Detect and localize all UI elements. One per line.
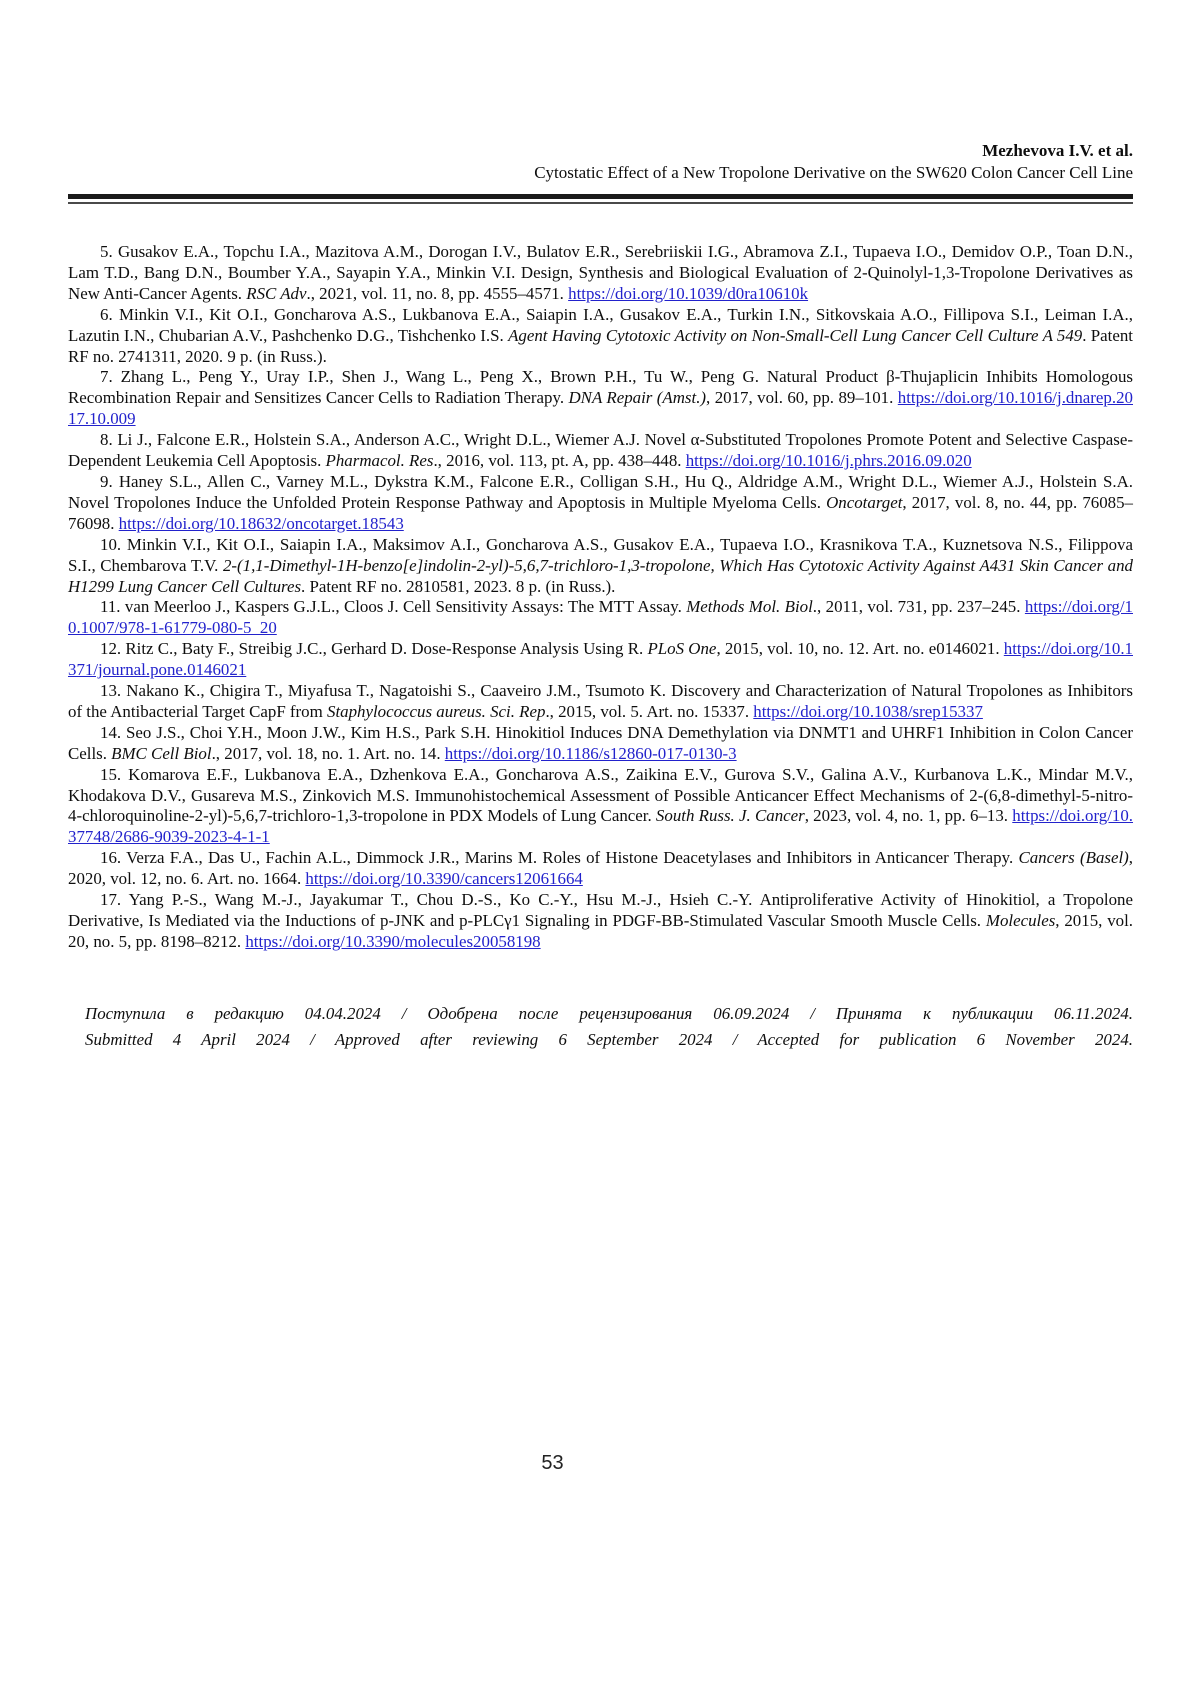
reference-item (68, 305, 1133, 368)
page-number: 53 (541, 1452, 564, 1474)
running-head (68, 140, 1133, 184)
text-run: ., 2016, vol. 113, pt. A, pp. 438–448. (433, 451, 686, 471)
text-run: , 2020, vol. 12, no. 6. Art. no. 1664. (68, 848, 1134, 889)
italic-text-run: PLoS One (647, 639, 717, 659)
italic-text-run: Pharmacol. Res (325, 451, 434, 471)
doi-link[interactable]: https://doi.org/10.1371/journal.pone.0146021 (68, 639, 1133, 680)
submission-dates-english: Submitted 4 April 2024 / Approved after reviewing 6 September 2024 / Accepted for publication 6 November 2024. (85, 1029, 1133, 1049)
reference-item (68, 367, 1133, 430)
doi-link[interactable]: https://doi.org/10.18632/oncotarget.18543 (118, 513, 404, 533)
header-divider (68, 194, 1133, 204)
text-run: 14. Seo J.S., Choi Y.H., Moon J.W., Kim H.S., Park S.H. Hinokitiol Induces DNA Demethylation via DNMT1 and UHRF1 Inhibition in Colon Cancer Cells. (68, 722, 1133, 763)
text-run: ., 2021, vol. 11, no. 8, pp. 4555–4571. (306, 283, 569, 303)
reference-item (68, 472, 1133, 535)
text-run: , 2023, vol. 4, no. 1, pp. 6–13. (804, 806, 1013, 826)
text-run: , 2015, vol. 20, no. 5, pp. 8198–8212. (68, 911, 1134, 951)
text-run: 16. Verza F.A., Das U., Fachin A.L., Dimmock J.R., Marins M. Roles of Histone Deacetylases and Inhibitors in Anticancer Therapy. (100, 848, 1019, 868)
doi-link[interactable]: https://doi.org/10.1007/978-1-61779-080-5_20 (68, 597, 1133, 638)
text-run: 17. Yang P.-S., Wang M.-J., Jayakumar T., Chou D.-S., Ko C.-Y., Hsu M.-J., Hsieh C.-Y. Antiproliferative Activity of Hinokitiol, a Tropolone Derivative, Is Mediated via the Inductions of p-JNK and p-PLCγ1 Signaling in PDGF-BB-Stimulated Vascular Smooth Muscle Cells. (68, 890, 1133, 930)
doi-link[interactable]: https://doi.org/10.1186/s12860-017-0130-3 (444, 743, 737, 763)
submission-dates-russian: Поступила в редакцию 04.04.2024 / Одобрена после рецензирования 06.09.2024 / Принята к публикации 06.11.2024. (85, 1003, 1133, 1023)
divider-thin-rule (68, 202, 1133, 204)
text-run: 11. van Meerloo J., Kaspers G.J.L., Cloos J. Cell Sensitivity Assays: The MTT Assay. (100, 597, 687, 617)
text-run: , 2017, vol. 60, pp. 89–101. (706, 388, 898, 408)
text-run: 7. Zhang L., Peng Y., Uray I.P., Shen J., Wang L., Peng X., Brown P.H., Tu W., Peng G. Natural Product β-Thujaplicin Inhibits Homologous Recombination Repair and Sensitizes Cancer Cells to Radiation Therapy. (68, 367, 1133, 408)
submission-dates (68, 1001, 1133, 1053)
text-run: , 2017, vol. 8, no. 44, pp. 76085–76098. (68, 492, 1133, 533)
reference-item (68, 890, 1133, 953)
italic-text-run: Methods Mol. Biol (686, 597, 813, 617)
page-content (68, 140, 1133, 1053)
doi-link[interactable]: https://doi.org/10.1016/j.dnarep.2017.10.009 (68, 388, 1133, 429)
text-run: 10. Minkin V.I., Kit O.I., Saiapin I.A., Maksimov A.I., Goncharova A.S., Gusakov E.A., Tupaeva I.O., Krasnikova T.A., Kuznetsova N.S., Filippova S.I., Chembarova T.V. (68, 534, 1133, 575)
references-list (68, 242, 1133, 953)
doi-link[interactable]: https://doi.org/10.1039/d0ra10610k (568, 283, 809, 303)
text-run: . Patent RF no. 2810581, 2023. 8 p. (in Russ.). (301, 576, 616, 596)
text-run: 12. Ritz C., Baty F., Streibig J.C., Gerhard D. Dose-Response Analysis Using R. (100, 639, 648, 659)
italic-text-run: South Russ. J. Cancer (655, 806, 805, 826)
reference-item (68, 723, 1133, 765)
italic-text-run: Oncotarget (826, 492, 903, 512)
text-run: ., 2011, vol. 731, pp. 237–245. (812, 597, 1025, 617)
text-run: 6. Minkin V.I., Kit O.I., Goncharova A.S., Lukbanova E.A., Saiapin I.A., Gusakov E.A., Turkin I.N., Sitkovskaia A.O., Fillipova S.I., Leiman I.A., Lazutin I.N., Chubarian A.V., Pashchenko D.G., Tishchenko I.S. (68, 304, 1133, 345)
reference-item (68, 848, 1133, 890)
reference-item (68, 639, 1133, 681)
italic-text-run: Agent Having Cytotoxic Activity on Non-Small-Cell Lung Cancer Cell Culture A 549 (508, 325, 1083, 345)
reference-item (68, 681, 1133, 723)
reference-item (68, 765, 1133, 849)
reference-item (68, 242, 1133, 305)
text-run: 8. Li J., Falcone E.R., Holstein S.A., Anderson A.C., Wright D.L., Wiemer A.J. Novel α-Substituted Tropolones Promote Potent and Selective Caspase-Dependent Leukemia Cell Apoptosis. (68, 430, 1133, 471)
doi-link[interactable]: https://doi.org/10.3390/cancers12061664 (305, 869, 583, 889)
running-head-authors: Mezhevova I.V. et al. (982, 141, 1133, 160)
italic-text-run: Molecules (985, 911, 1056, 930)
text-run: 13. Nakano K., Chigira T., Miyafusa T., Nagatoishi S., Caaveiro J.M., Tsumoto K. Discovery and Characterization of Natural Tropolones as Inhibitors of the Antibacterial Target CapF from (68, 681, 1133, 721)
running-head-title: Cytostatic Effect of a New Tropolone Derivative on the SW620 Colon Cancer Cell Line (534, 163, 1133, 182)
text-run: 9. Haney S.L., Allen C., Varney M.L., Dykstra K.M., Falcone E.R., Colligan S.H., Hu Q., Aldridge A.M., Wright D.L., Wiemer A.J., Holstein S.A. Novel Tropolones Induce the Unfolded Protein Response Pathway and Apoptosis in Multiple Myeloma Cells. (68, 471, 1133, 512)
doi-link[interactable]: https://doi.org/10.1016/j.phrs.2016.09.020 (685, 451, 972, 471)
text-run: , 2015, vol. 10, no. 12. Art. no. e0146021. (716, 639, 1004, 659)
text-run: . Patent RF no. 2741311, 2020. 9 p. (in Russ.). (68, 325, 1133, 366)
doi-link[interactable]: https://doi.org/10.1038/srep15337 (753, 701, 983, 721)
italic-text-run: 2-(1,1-Dimethyl-1H-benzo[e]indolin-2-yl)-5,6,7-trichloro-1,3-tropolone, Which Has Cytotoxic Activity Against A431 Skin Cancer and H1299 Lung Cancer Cell Cultures (68, 555, 1133, 596)
doi-link[interactable]: https://doi.org/10.3390/molecules20058198 (245, 931, 541, 951)
italic-text-run: Cancers (Basel) (1018, 848, 1129, 868)
reference-item (68, 430, 1133, 472)
doi-link[interactable]: https://doi.org/10.37748/2686-9039-2023-4-1-1 (68, 806, 1134, 847)
divider-thick-rule (68, 194, 1133, 199)
reference-item (68, 535, 1133, 598)
reference-item (68, 597, 1133, 639)
italic-text-run: DNA Repair (Amst.) (568, 388, 707, 408)
text-run: 15. Komarova E.F., Lukbanova E.A., Dzhenkova E.A., Goncharova A.S., Zaikina E.V., Gurova S.V., Galina A.V., Kurbanova L.K., Mindar M.V., Khodakova D.V., Gusareva M.S., Zinkovich M.S. Immunohistochemical Assessment of Possible Anticancer Effect Mechanisms of 2-(6,8-dimethyl-5-nitro-4-chloroquinoline-2-yl)-5,6,7-trichloro-1,3-tropolone in PDX Models of Lung Cancer. (68, 764, 1133, 826)
text-run: ., 2017, vol. 18, no. 1. Art. no. 14. (211, 743, 445, 763)
text-run: 5. Gusakov E.A., Topchu I.A., Mazitova A.M., Dorogan I.V., Bulatov E.R., Serebriiskii I.G., Abramova Z.I., Tupaeva I.O., Demidov O.P., Toan D.N., Lam T.D., Bang D.N., Boumber Y.A., Sayapin Y.A., Minkin V.I. Design, Synthesis and Biological Evaluation of 2-Quinolyl-1,3-Tropolone Derivatives as New Anti-Cancer Agents. (68, 242, 1133, 303)
italic-text-run: RSC Adv (246, 283, 307, 303)
italic-text-run: BMC Cell Biol (111, 743, 212, 763)
text-run: ., 2015, vol. 5. Art. no. 15337. (545, 701, 754, 721)
italic-text-run: Staphylococcus aureus. Sci. Rep (327, 701, 546, 721)
